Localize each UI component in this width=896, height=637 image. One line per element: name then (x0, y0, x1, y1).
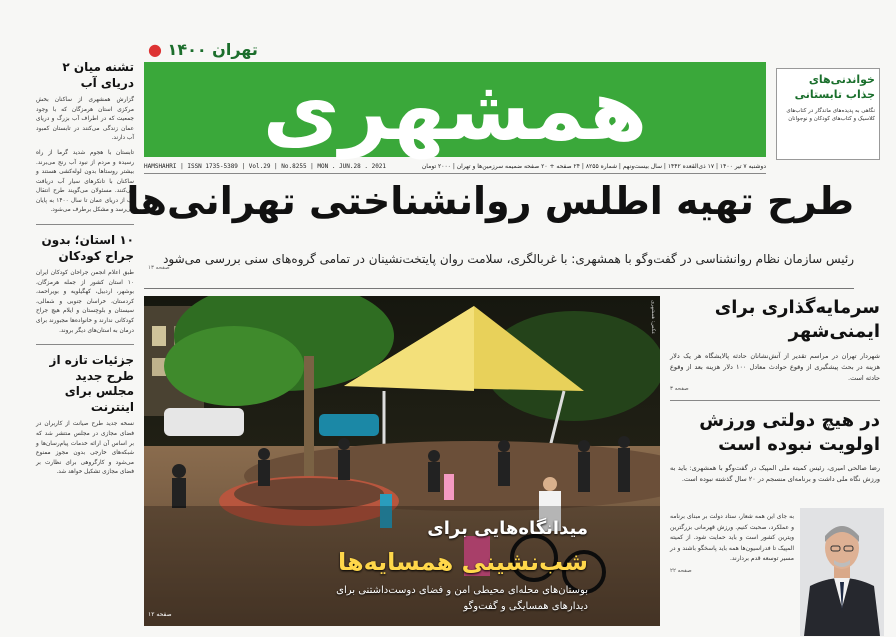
left-story-3-title[interactable]: جزئیات تازه از طرح جدید مجلس برای اینترنت (49, 353, 134, 414)
divider (36, 224, 134, 225)
divider (670, 400, 880, 401)
main-subheadline: رئیس سازمان نظام روانشناسی در گفت‌وگو با همشهری: با غربالگری، سلامت روان پایتخت‌نشینان در تمامی گروه‌های سنی بررسی می‌شود (163, 252, 854, 266)
divider (36, 344, 134, 345)
main-photo[interactable] (144, 296, 660, 626)
left-story-2-title[interactable]: ۱۰ استان؛ بدون جراح کودکان (41, 232, 134, 263)
divider (144, 288, 854, 289)
promo-title: خواندنی‌های جذاب تابستانی (794, 73, 875, 101)
right-story-2-continued (670, 512, 794, 576)
main-page-ref: صفحه ۱۳ (148, 265, 170, 271)
park-night-scene-image (144, 296, 660, 626)
photo-caption-text-line-1: بوستان‌های محله‌ای محیطی امن و فضای دوست‌داشتنی برای (336, 585, 588, 596)
red-dot-icon: ● (148, 40, 162, 59)
photo-caption-line-1: میدانگاه‌هایی برای (427, 518, 588, 539)
issue-info-fa: دوشنبه ۷ تیر ۱۴۰۰ | ۱۷ ذی‌القعده ۱۴۴۲ | سال بیست‌ونهم | شماره ۸۲۵۵ | ۲۴ صفحه + ۲۰ صفحه ضمیمه سرزمین‌ها و تهران | ۲۰۰۰ تومان (421, 163, 766, 170)
photo-caption-text-line-2: دیدارهای همسایگی و گفت‌وگو (463, 601, 588, 612)
right-column (670, 296, 880, 485)
left-column (36, 60, 134, 635)
left-story-1-text: گزارش همشهری از ساکنان بخش مرکزی استان هرمزگان که با وجود جمعیت‌ که در اطراف آب بزرگ و دریای عمان زندگی می‌کنند در تابستان کمبود آب دارند. (36, 97, 134, 142)
logo-text: همشهری (262, 60, 648, 159)
issue-info-bar (144, 160, 766, 174)
right-story-1-text: شهردار تهران در مراسم تقدیر از آتش‌نشانان حادثه پالایشگاه هر یک دلار هزینه در بحث پیشگیری از وقوع حوادث معادل ۱۰۰ دلار هزینه بعد از وقوع حادثه است. (670, 351, 881, 382)
right-story-2-text2: به جای این همه شعار، ستاد دولت بر مبنای برنامه و عملکرد، صحبت کنیم. ورزش قهرمانی بزرگترین ویترین کشور است و باید حمایت شود. از کمیته المپیک تا فدراسیون‌ها همه باید پاسخگو باشند و در مسیر توسعه قدم بردارند. (670, 513, 794, 562)
edition-badge (148, 40, 258, 59)
promo-text: نگاهی به پدیده‌های ماندگار در کتاب‌های کلاسیک و کتاب‌های کودکان و نوجوانان (786, 107, 875, 123)
masthead-logo[interactable] (144, 62, 766, 157)
left-story-2-text: طبق اعلام انجمن جراحان کودکان ایران ۱۰ استان کشور از جمله هرمزگان، بوشهر، اردبیل، کهگیلویه و بویراحمد، کردستان، خراسان جنوبی و شمالی، سیستان و بلوچستان و ایلام هیچ جراح کودکانی ندارند و خانواده‌ها مجبورند برای درمان به استان‌های دیگر بروند. (36, 270, 134, 334)
issue-info-en: HAMSHAHRI | ISSN 1735-5389 | Vol.29 | No.8255 | MON . JUN.28 . 2021 (144, 163, 387, 170)
right-story-2-ref: صفحه ۲۲ (670, 567, 692, 574)
photo-credit: عکس: همشهری (650, 300, 656, 335)
left-story-3-text: نسخه جدید طرح صیانت از کاربران در فضای مجازی در مجلس منتشر شد که بر اساس آن ارائه خدمات پیام‌رسان‌ها و شبکه‌های خارجی بدون مجوز ممنوع می‌شود و کارگروهی برای نظارت بر فضای مجازی تشکیل خواهد شد. (36, 421, 134, 476)
man-portrait-image (800, 508, 884, 636)
main-headline[interactable]: طرح تهیه اطلس روانشناختی تهرانی‌ها (126, 179, 854, 223)
right-story-1-title[interactable]: سرمایه‌گذاری برای ایمنی‌شهر (714, 297, 880, 343)
right-story-2-title[interactable]: در هیچ دولتی ورزش اولویت نبوده است (699, 409, 880, 456)
photo-page-ref: صفحه ۱۲ (148, 611, 172, 618)
left-story-1-text2: تابستان با هجوم شدید گرما از راه رسیده و مردم از نبود آب رنج می‌برند. بیشتر روستاها بدون لوله‌کشی هستند و ساکنان با تانکرهای سیار آب دریافت می‌کنند. مسئولان می‌گویند طرح انتقال آب از دریای عمان تا سال ۱۴۰۰ به پایان می‌رسد و مشکل برطرف می‌شود. (36, 150, 134, 214)
photo-caption-text (336, 583, 588, 615)
right-story-2-text: رضا صالحی امیری، رئیس کمیته ملی المپیک در گفت‌وگو با همشهری: باید به ورزش نگاه ملی داشت و برنامه‌ای منسجم در ۲۰ سال گذشته نبوده است. (670, 464, 880, 484)
left-story-1-title[interactable]: تشنه میان ۲ دریای آب (62, 60, 134, 90)
portrait-photo[interactable] (800, 508, 884, 636)
edition-badge-label: تهران ۱۴۰۰ (167, 40, 258, 59)
photo-caption-line-2: شب‌نشینی همسایه‌ها (337, 548, 588, 576)
promo-box[interactable] (776, 68, 880, 160)
right-story-1-ref: صفحه ۳ (670, 385, 689, 392)
